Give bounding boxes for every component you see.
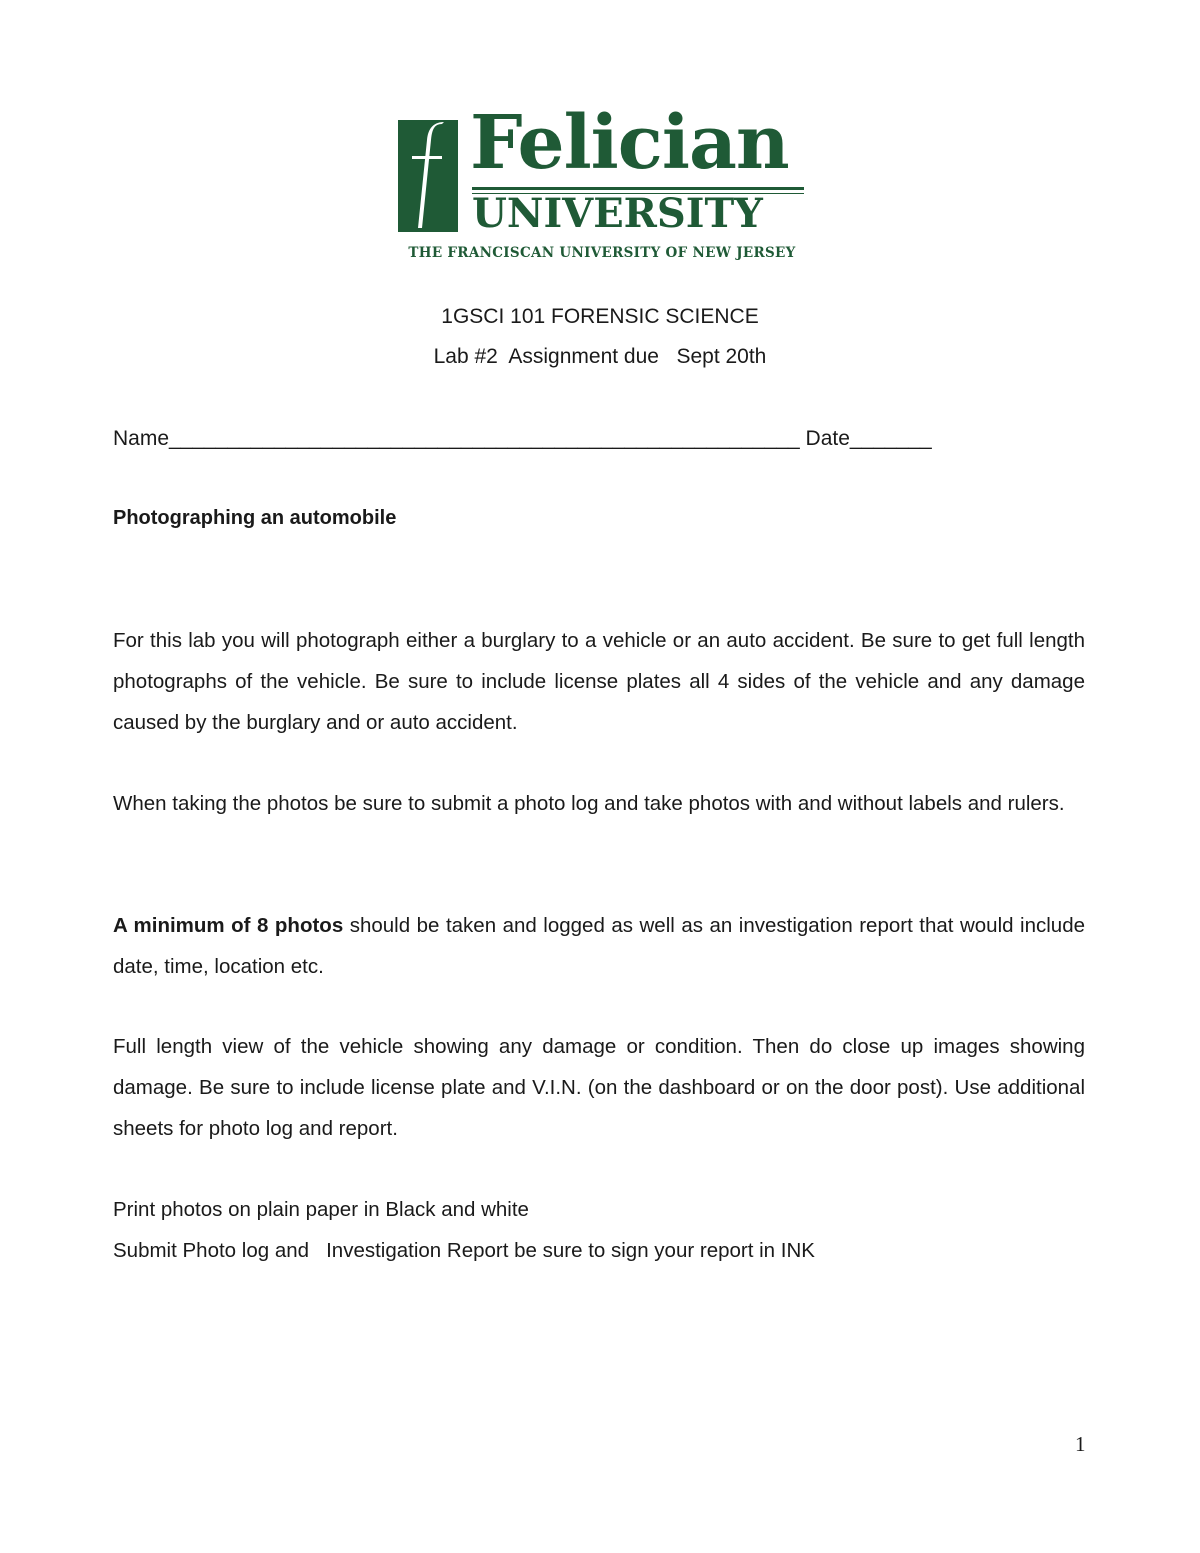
minimum-photos-emphasis: A minimum of 8 photos <box>113 914 344 937</box>
page-number: 1 <box>1075 1432 1086 1456</box>
print-instruction: Print photos on plain paper in Black and white <box>113 1198 529 1221</box>
paragraph-full-length-view: Full length view of the vehicle showing any damage or condition. Then do close up images showing damage. Be sure to include license plate and V.I.N. (on the dashboard or on the door post). Use additional sheets for photo log and report. <box>113 1035 1085 1140</box>
paragraph-minimum-photos <box>113 906 1085 988</box>
university-logo <box>392 100 812 267</box>
paragraph-instructions: For this lab you will photograph either a burglary to a vehicle or an auto accident. Be sure to get full length photographs of the vehicle. Be sure to include license plates all 4 sides of the vehicle and any damage caused by the burglary and or auto accident. <box>113 629 1085 734</box>
section-heading: Photographing an automobile <box>113 507 397 529</box>
minimum-photos-text: should be taken and logged as well as an investigation report that would include date, time, location etc. <box>113 914 1086 978</box>
logo-subtitle: UNIVERSITY <box>472 190 763 237</box>
felician-mark-icon <box>398 120 458 232</box>
lab-due-line: Lab #2 Assignment due Sept 20th <box>433 345 767 368</box>
logo-tagline: THE FRANCISCAN UNIVERSITY OF NEW JERSEY <box>408 245 796 261</box>
submit-instruction: Submit Photo log and Investigation Report be sure to sign your report in INK <box>113 1239 815 1262</box>
course-title: 1GSCI 101 FORENSIC SCIENCE <box>441 305 759 328</box>
logo-wordmark: Felician <box>470 100 789 186</box>
paragraph-photo-log: When taking the photos be sure to submit a photo log and take photos with and without labels and rulers. <box>113 792 1065 815</box>
name-date-field[interactable]: Name______________________________________________________ Date_______ <box>113 427 932 450</box>
